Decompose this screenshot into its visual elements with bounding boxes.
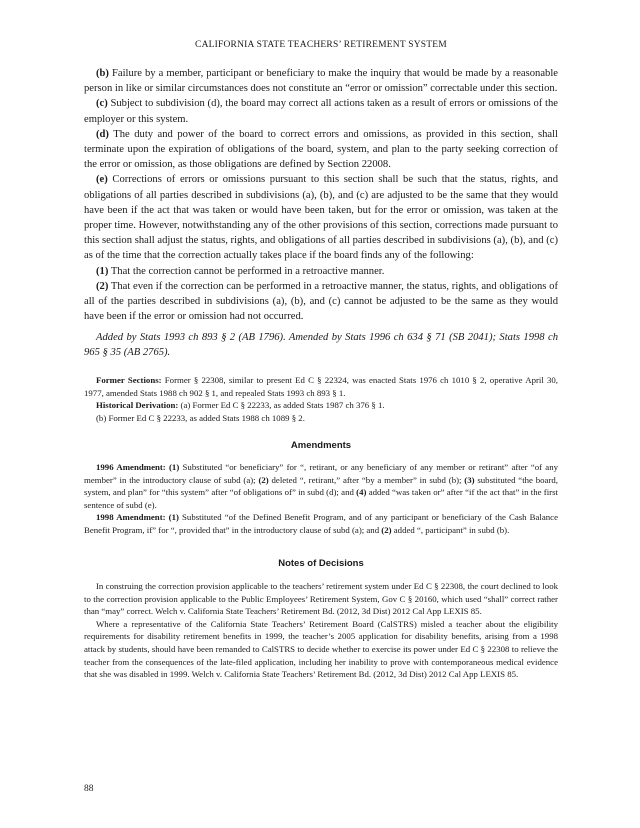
item-number: (1) [168,512,179,523]
historical-derivation-note [84,399,558,412]
amendment-1998 [84,511,558,536]
paragraph-e1 [84,264,558,279]
notes-of-decisions-heading: Notes of Decisions [278,558,364,569]
note-label: Historical Derivation: [96,400,179,411]
derivation-notes [84,374,558,424]
subdivision-text: Failure by a member, participant or beneficiary to make the inquiry that would be made by a reasonable person in like or similar circumstances does not constitute an “error or omission” correctable under this section. [84,68,558,95]
subdivision-text: Corrections of errors or omissions pursuant to this section shall be such that the status, rights, and obligations of all parties described in subdivisions (a), (b), and (c) are adjusted to be the same that they would have been if the act that was taken or would have been taken, but for the error or omission, was taken at the proper time. However, notwithstanding any of the other provisions of this section, corrections made pursuant to this section shall adjust the status, rights, and obligations of all parties described in subdivisions (a), (b), and (c) as of the time that the correction actually takes place if the board finds any of the following: [84,174,558,262]
decision-note: In construing the correction provision applicable to the teachers’ retirement system under Ed C § 22308, the court declined to look to the correction provision applicable to the Public Employees’ Retirement System, Gov C § 20160, which used “shall” correct rather than “may” correct. Welch v. California State Teachers’ Retirement Bd. (2012, 3d Dist) 2012 Cal App LEXIS 85. [84,581,558,617]
paragraph-label: (1) [96,265,109,277]
statute-body [84,66,558,324]
decision-note: Where a representative of the California State Teachers’ Retirement Board (CalSTRS) misled a teacher about the eligibility requirements for disability retirement benefits in 1999, the teacher’s 2005 application for disability benefits, arising from a 1998 attack by students, should have been remanded to CalSTRS to decide whether to exercise its power under Ed C § 22308 to relieve the teacher from the consequences of the late-filed application, including her inability to prove with contemporaneous medical evidence that she was disabled in 1999. Welch v. California State Teachers’ Retirement Bd. (2012, 3d Dist) 2012 Cal App LEXIS 85. [84,618,558,680]
note-text: (a) Former Ed C § 22233, as added Stats 1987 ch 376 § 1. [178,400,385,411]
subdivision-text: The duty and power of the board to correct errors and omissions, as provided in this section, shall terminate upon the expiration of obligations of the board, system, and plan to the party seeking correction of the error or omission, as those obligations are defined by Section 22008. [84,128,558,171]
amendments-body [84,461,558,537]
subdivision-label: (e) [96,174,108,186]
amendment-label: 1998 Amendment: [96,512,166,523]
subdivision-label: (d) [96,128,109,140]
amendment-1996 [84,461,558,511]
item-text: deleted “, retirant,” after “by a member” in subd (b); [268,474,465,485]
historical-derivation-b: (b) Former Ed C § 22233, as added Stats 1988 ch 1089 § 2. [96,412,305,423]
subdivision-e [84,172,558,263]
item-number: (3) [464,474,475,485]
amendments-heading: Amendments [290,440,352,451]
running-head: CALIFORNIA STATE TEACHERS’ RETIREMENT SYSTEM [195,40,447,50]
item-number: (1) [169,462,180,472]
amendment-label: 1996 Amendment: [96,462,166,472]
item-text: added “, participant” in subd (b). [391,524,510,535]
page-number: 88 [84,784,94,794]
subdivision-text: Subject to subdivision (d), the board may correct all actions taken as a result of errors or omissions of the employer or this system. [84,98,558,125]
paragraph-label: (2) [96,280,109,292]
item-number: (2) [381,524,392,535]
paragraph-text: That the correction cannot be performed in a retroactive manner. [108,265,385,277]
note-text: Former § 22308, similar to present Ed C § 22324, was enacted Stats 1976 ch 1010 § 2, operative April 30, 1977, amended Stats 1988 ch 902 § 1, and repealed Stats 1993 ch 893 § 1. [84,375,558,398]
notes-of-decisions-body [84,580,558,681]
item-number: (4) [356,487,367,498]
paragraph-e2 [84,279,558,325]
note-label: Former Sections: [96,375,162,385]
subdivision-b [84,66,558,96]
subdivision-label: (b) [96,68,109,79]
subdivision-d [84,127,558,173]
item-text: substituted “the board, system, and plan” for “this system” after “of obligations of” in subd (d); and [84,474,558,498]
paragraph-text: That even if the correction can be performed in a retroactive manner, the status, rights, and obligations of all of the parties described in subdivisions (a), (b), and (c) cannot be adjusted to be the same as they would have been if the error or omission had not occurred. [84,280,558,323]
subdivision-c [84,96,558,126]
item-text: Substituted “or beneficiary” for “, retirant, or any beneficiary of any member or retirant” after “of any member” in the introductory clause of subd (a); [84,462,559,485]
legislative-history: Added by Stats 1993 ch 893 § 2 (AB 1796). Amended by Stats 1996 ch 634 § 71 (SB 2041); Stats 1998 ch 965 § 35 (AB 2765). [84,332,558,359]
item-number: (2) [258,474,269,485]
subdivision-label: (c) [96,98,108,110]
item-text: added “was taken or” after “if the act that” in the first sentence of subd (e). [84,487,558,510]
item-text: Substituted “of the Defined Benefit Program, and of any participant or beneficiary of the Cash Balance Benefit Program, if” for “, provided that” in the introductory clause of subd (a); and [84,512,558,535]
former-sections-note [84,374,558,399]
